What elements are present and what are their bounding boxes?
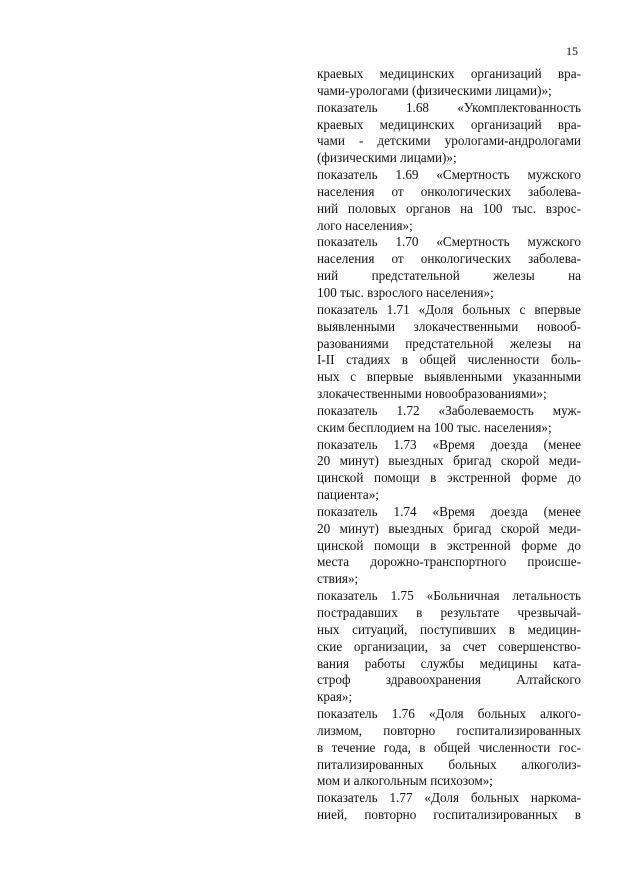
- text-line: мом и алкогольным психозом»;: [317, 773, 493, 789]
- page-left-edge: [8, 0, 9, 887]
- text-line: 100 тыс. взрослого населения»;: [317, 284, 494, 300]
- text-line: показатель 1.73 «Время доезда (менее: [317, 436, 581, 452]
- text-line: населения от онкологических заболева-: [317, 251, 581, 267]
- text-line: вания работы службы медицины ката-: [317, 655, 581, 671]
- text-line: ний половых органов на 100 тыс. взрос-: [317, 200, 581, 216]
- text-line: нией, повторно госпитализированных в: [317, 807, 581, 823]
- text-line: краевых медицинских организаций вра-: [317, 66, 581, 81]
- text-line: 20 минут) выездных бригад скорой меди-: [317, 520, 581, 536]
- body-text-column: [317, 66, 581, 824]
- text-line: ний предстательной железы на: [317, 268, 581, 284]
- text-line: показатель 1.74 «Время доезда (менее: [317, 503, 581, 519]
- text-line: злокачественными новообразованиями»;: [317, 386, 547, 402]
- text-line: ных ситуаций, поступивших в медицин-: [317, 621, 581, 637]
- text-line: ские организации, за счет совершенство-: [317, 638, 581, 654]
- text-line: показатель 1.68 «Укомплектованность: [317, 99, 581, 115]
- text-line: ствия»;: [317, 571, 359, 587]
- text-line: лого населения»;: [317, 217, 413, 233]
- text-line: показатель 1.69 «Смертность мужского: [317, 167, 581, 183]
- text-line: населения от онкологических заболева-: [317, 183, 581, 199]
- text-line: пациента»;: [317, 487, 379, 503]
- text-line: I-II стадиях в общей численности боль-: [317, 352, 581, 368]
- text-line: чами - детскими урологами-андрологами: [317, 133, 581, 149]
- text-line: показатель 1.75 «Больничная летальность: [317, 588, 581, 604]
- text-line: места дорожно-транспортного происше-: [317, 554, 581, 570]
- text-line: лизмом, повторно госпитализированных: [317, 722, 581, 738]
- text-line: питализированных больных алкоголиз-: [317, 756, 581, 772]
- text-line: показатель 1.77 «Доля больных наркома-: [317, 790, 581, 806]
- text-line: ных с впервые выявленными указанными: [317, 369, 581, 385]
- text-line: показатель 1.70 «Смертность мужского: [317, 234, 581, 250]
- text-line: пострадавших в результате чрезвычай-: [317, 605, 581, 620]
- text-line: строф здравоохранения Алтайского: [317, 672, 581, 688]
- text-line: (физическими лицами)»;: [317, 150, 457, 166]
- text-line: краевых медицинских организаций вра-: [317, 116, 581, 132]
- text-line: цинской помощи в экстренной форме до: [317, 470, 581, 486]
- text-line: разованиями предстательной железы на: [317, 335, 581, 351]
- text-line: показатель 1.72 «Заболеваемость муж-: [317, 402, 581, 418]
- text-line: показатель 1.76 «Доля больных алкого-: [317, 706, 581, 722]
- text-line: цинской помощи в экстренной форме до: [317, 537, 581, 553]
- text-line: в течение года, в общей численности гос-: [317, 739, 581, 755]
- text-line: выявленными злокачественными новооб-: [317, 318, 581, 334]
- text-line: чами-урологами (физическими лицами)»;: [317, 82, 552, 98]
- text-line: ским бесплодием на 100 тыс. населения»;: [317, 419, 552, 435]
- text-line: края»;: [317, 689, 353, 705]
- page-number: 15: [566, 44, 578, 58]
- text-line: показатель 1.71 «Доля больных с впервые: [317, 301, 581, 317]
- text-line: 20 минут) выездных бригад скорой меди-: [317, 453, 581, 469]
